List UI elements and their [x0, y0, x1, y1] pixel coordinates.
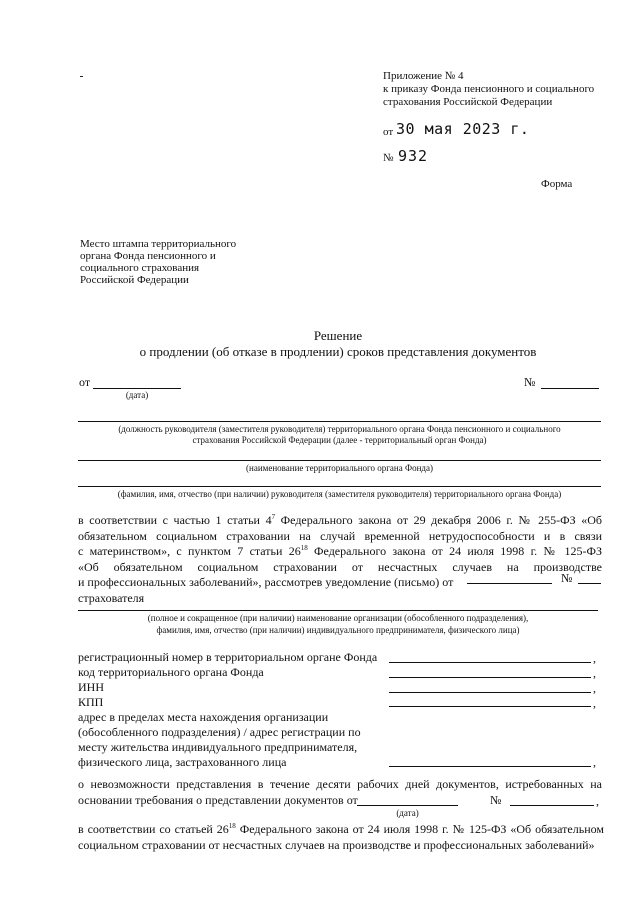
stamp-place-line: органа Фонда пенсионного и: [80, 250, 216, 262]
territorial-org-field[interactable]: [78, 460, 601, 461]
decision-date-label: от: [79, 375, 91, 389]
field-comma: ,: [593, 755, 596, 769]
decision-number-field[interactable]: [541, 388, 599, 389]
reg-number-label: регистрационный номер в территориальном органе Фонда: [78, 650, 378, 664]
stamp-place-line: социального страхования: [80, 262, 200, 274]
decision-date-caption: (дата): [125, 390, 149, 400]
decision-number-label: №: [524, 375, 536, 389]
territorial-org-caption: (наименование территориального органа Фонда): [246, 463, 433, 473]
form-label: Форма: [541, 178, 573, 190]
inn-label: ИНН: [78, 680, 104, 694]
address-label: месту жительства индивидуального предпринимателя,: [78, 740, 358, 754]
field-comma: ,: [593, 696, 596, 710]
field-comma: ,: [593, 666, 596, 680]
field-comma: ,: [593, 681, 596, 695]
policyholder-caption: фамилия, имя, отчество (при наличии) индивидуального предпринимателя, физического лица): [156, 625, 520, 635]
reg-number-field[interactable]: [389, 662, 591, 663]
address-label: адрес в пределах места нахождения организации: [78, 710, 329, 724]
position-caption: страхования Российской Федерации (далее - территориальный орган Фонда): [192, 435, 487, 445]
address-field[interactable]: [389, 766, 591, 767]
decision-date-field[interactable]: [93, 388, 181, 389]
requirement-date-field[interactable]: [357, 805, 458, 806]
notice-number-label: №: [561, 571, 573, 585]
territorial-code-field[interactable]: [389, 677, 591, 678]
requirement-number-field[interactable]: [510, 805, 594, 806]
document-title: Решение: [313, 328, 363, 343]
policyholder-field[interactable]: [78, 610, 598, 611]
appendix-org: страхования Российской Федерации: [383, 96, 553, 108]
appendix-order: к приказу Фонда пенсионного и социального: [383, 83, 595, 95]
requirement-number-label: №: [490, 793, 502, 807]
head-name-field[interactable]: [78, 486, 601, 487]
inn-field[interactable]: [389, 692, 591, 693]
order-date-value: 30 мая 2023 г.: [396, 120, 530, 138]
legal-basis-paragraph-2: в соответствии со статьей $26^{18}$ Федерального закона от 24 июля 1998 г. № 125-ФЗ «Об обязательном социальном страховании от несчастных случаев на производстве и профессиональных заболеваний»: [78, 822, 604, 852]
stamp-place-line: Место штампа территориального: [80, 238, 237, 250]
document-subtitle: о продлении (об отказе в продлении) сроков представления документов: [139, 344, 537, 359]
address-label: физического лица, застрахованного лица: [78, 755, 287, 769]
requirement-date-caption: (дата): [396, 808, 419, 818]
address-label: (обособленного подразделения) / адрес регистрации по: [78, 725, 361, 739]
scan-mark: [80, 76, 83, 77]
stamp-place-line: Российской Федерации: [80, 274, 189, 286]
notice-date-field[interactable]: [467, 583, 552, 584]
territorial-code-label: код территориального органа Фонда: [78, 665, 264, 679]
policyholder-caption: (полное и сокращенное (при наличии) наименование организации (обособленного подразделения),: [147, 613, 529, 623]
order-date-prefix: от: [383, 126, 394, 138]
impossibility-paragraph: о невозможности представления в течение десяти рабочих дней документов, истребованных на основании требования о представлении документов от: [78, 777, 602, 807]
order-number-prefix: №: [383, 152, 394, 164]
notice-number-field[interactable]: [578, 583, 601, 584]
position-field[interactable]: [78, 421, 601, 422]
legal-basis-paragraph: в соответствии с частью 1 статьи $4^7$ Федерального закона от 29 декабря 2006 г. № 255-ФЗ «Об обязательном социальном страховании на случай временной нетрудоспособности и в связи с материнством», с пунктом 7 статьи $26^{18}$ Федерального закона от 24 июля 1998 г. № 125-ФЗ «Об обязательном социальном страховании от несчастных случаев на производстве и профессиональных заболеваний», рассмотрев уведомление (письмо) от страхователя: [78, 513, 602, 605]
order-number-value: 932: [398, 147, 429, 165]
kpp-field[interactable]: [389, 706, 591, 707]
head-name-caption: (фамилия, имя, отчество (при наличии) руководителя (заместителя руководителя) территориального органа Фонда): [117, 489, 562, 499]
appendix-number: Приложение № 4: [383, 70, 464, 82]
position-caption: (должность руководителя (заместителя руководителя) территориального органа Фонда пенсионного и социального: [118, 424, 561, 434]
kpp-label: КПП: [78, 695, 104, 709]
field-comma: ,: [596, 794, 599, 808]
field-comma: ,: [593, 651, 596, 665]
